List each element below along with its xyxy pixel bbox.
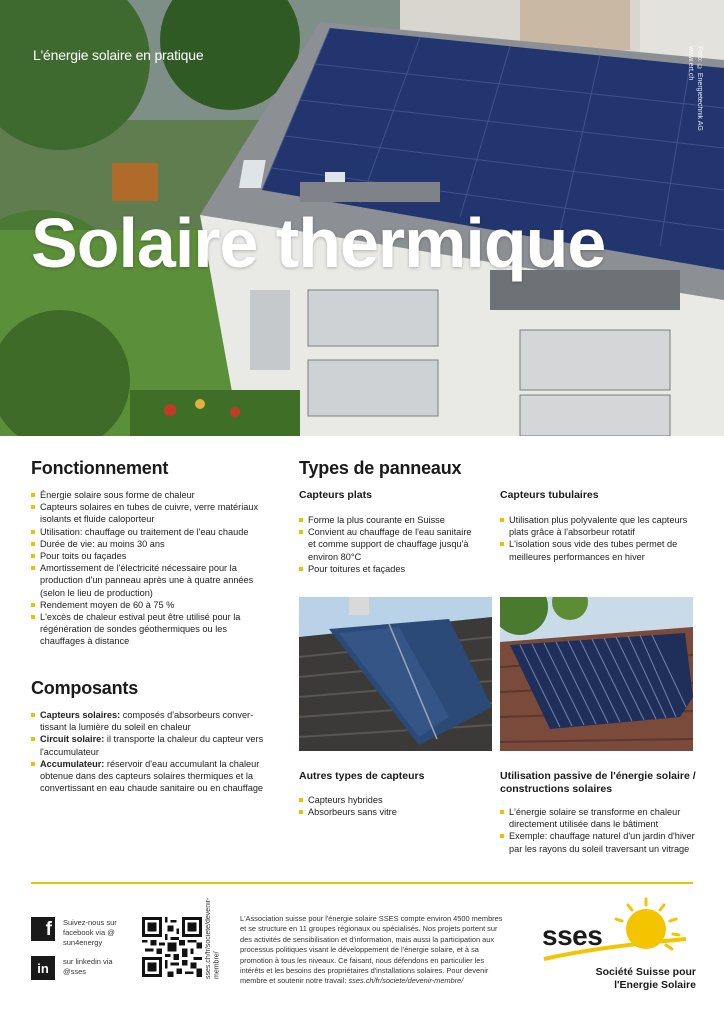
list-item: Pour toitures et façades [299,563,474,575]
qr-link-text[interactable]: sses.ch/fr/societe/devenir-membre/ [205,897,221,979]
composants-heading: Composants [31,678,139,698]
list-item: L'isolation sous vide des tubes permet de meilleures performances en hiver [500,538,700,562]
term-label: Accumulateur: [40,758,105,769]
series-label: L'énergie solaire en pratique [33,47,204,63]
tubulaires-heading: Capteurs tubulaires [500,489,599,501]
term-label: Capteurs solaires: [40,710,121,720]
list-item: Rendement moyen de 60 à 75 % [31,599,269,611]
linkedin-text: sur linkedin via @sses [63,957,113,976]
plats-list [299,514,474,575]
list-item: Convient au chauffage de l'eau sanitaire et comme support de chauffage jusqu'à environ 80°C [299,526,474,563]
photo-credit: Foto: © Energietechnik AG www.ert.ch [687,46,703,131]
list-item: Utilisation plus polyvalente que les capteurs plats grâce à l'absorbeur rotatif [500,514,700,538]
hero-image [0,0,724,436]
list-item: Exemple: chauffage naturel d'un jardin d'hiver par les rayons du soleil traversant un vitrage [500,830,700,854]
term-description: composés d'absorbeurs convertissant la lumière du soleil en chaleur [40,710,254,733]
list-item [31,709,273,733]
list-item: Énergie solaire sous forme de chaleur [31,489,269,501]
composants-list [31,709,273,794]
flat-collector-photo [299,597,492,751]
fonctionnement-heading: Fonctionnement [31,458,169,478]
list-item: Amortissement de l'électricité nécessaire pour la production d'un panneau après une à quatre années (selon le lieu de production) [31,562,269,599]
list-item: Utilisation: chauffage ou traitement de l'eau chaude [31,526,269,538]
fonctionnement-list [31,489,269,648]
term-label: Circuit solaire: [40,734,105,745]
autres-list [299,794,479,818]
membership-link[interactable]: sses.ch/fr/societe/devenir-membre/ [348,976,464,986]
tubulaires-list [500,514,700,563]
facebook-text: Suivez-nous sur facebook via @ sun4energy [63,918,117,947]
list-item: L'énergie solaire se transforme en chaleur directement utilisée dans le bâtiment [500,806,700,830]
autres-heading: Autres types de capteurs [299,770,425,782]
facebook-icon[interactable]: f [31,917,55,941]
list-item: Absorbeurs sans vitre [299,806,479,818]
list-item: Capteurs hybrides [299,794,479,806]
about-text: L'Association suisse pour l'énergie solaire SSES compte environ 4500 membres et se structure en 11 groupes régionaux ou spécialisés. Nos projets portent sur des activités de sensibilisation et d'information, mais aussi la participation aux processus politiques visant le développement de l'énergie solaire, et à sa promotion à tous les niveaux. Ce faisant, nous défendons en particulier les intérêts et les besoins des propriétaires d'installations solaires. Pour devenir membre et soutenir notre travail: sses.ch/fr/societe/devenir-membre/ [240,914,503,986]
page-title: Solaire thermique [31,204,606,282]
list-item [31,758,273,795]
list-item: Durée de vie: au moins 30 ans [31,538,269,550]
list-item: Capteurs solaires en tubes de cuivre, verre matériaux isolants et fluide caloporteur [31,501,269,525]
types-heading: Types de panneaux [299,458,462,478]
tube-collector-photo [500,597,693,751]
list-item [31,733,273,757]
organization-name: Société Suisse pour l'Energie Solaire [595,966,696,991]
passive-list [500,806,700,855]
qr-code[interactable] [142,917,202,977]
list-item: Forme la plus courante en Suisse [299,514,474,526]
linkedin-icon[interactable]: in [31,956,55,980]
plats-heading: Capteurs plats [299,489,372,501]
passive-heading: Utilisation passive de l'énergie solaire / constructions solaires [500,770,696,795]
term-description: réservoir d'eau accumulant la chaleur obtenue dans des capteurs solaires thermiques et la convertissant en eau chaude sanitaire ou en chauffage [40,758,264,794]
sses-logo: sses [542,920,603,951]
footer-divider [31,882,693,884]
term-description: il transporte la chaleur du capteur vers l'accumulateur [40,734,264,757]
list-item: L'excès de chaleur estival peut être utilisé pour la régénération de sondes géothermiques ou les chauffages à distance [31,611,269,648]
list-item: Pour toits ou façades [31,550,269,562]
